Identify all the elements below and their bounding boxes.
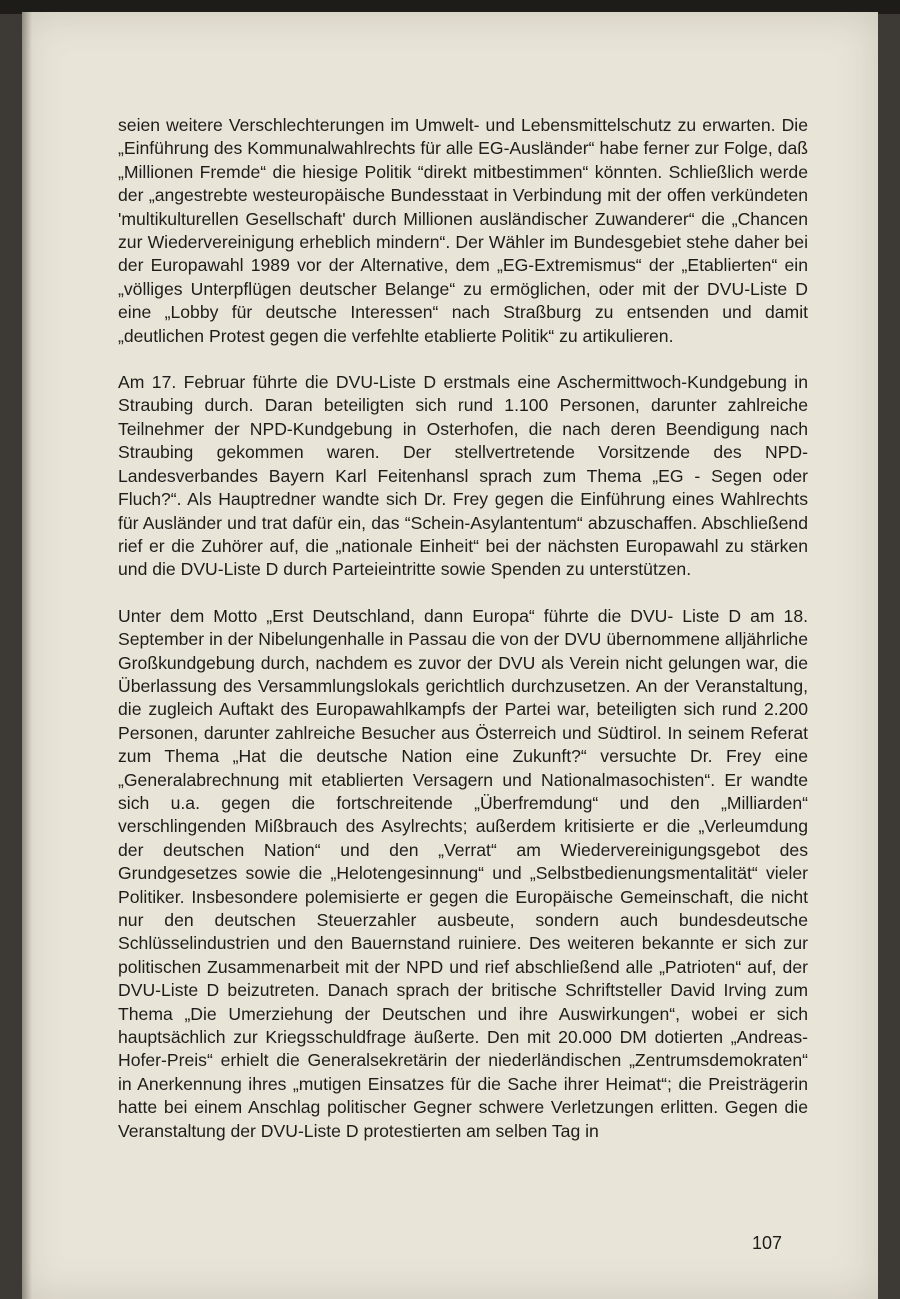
body-text	[118, 114, 808, 1166]
paragraph-2: Am 17. Februar führte die DVU-Liste D erstmals eine Aschermittwoch-Kundgebung in Straubing durch. Daran beteiligten sich rund 1.100 Personen, darunter zahlreiche Teilnehmer der NPD-Kundgebung in Osterhofen, die nach deren Beendigung nach Straubing gekommen waren. Der stellvertretende Vorsitzende des NPD-Landesverbandes Bayern Karl Feitenhansl sprach zum Thema „EG - Segen oder Fluch?“. Als Hauptredner wandte sich Dr. Frey gegen die Einführung eines Wahlrechts für Ausländer und trat dafür ein, das “Schein-Asylantentum“ abzuschaffen. Abschließend rief er die Zuhörer auf, die „nationale Einheit“ bei der nächsten Europawahl zu stärken und die DVU-Liste D durch Parteieintritte sowie Spenden zu unterstützen.	[118, 372, 808, 580]
paragraph-1: seien weitere Verschlechterungen im Umwelt- und Lebensmittelschutz zu erwarten. Die „Einführung des Kommunalwahlrechts für alle EG-Ausländer“ habe ferner zur Folge, daß „Millionen Fremde“ die hiesige Politik “direkt mitbestimmen“ könnten. Schließlich werde der „angestrebte westeuropäische Bundesstaat in Verbindung mit der offen verkündeten 'multikulturellen Gesellschaft' durch Millionen ausländischer Zuwanderer“ die „Chancen zur Wiedervereinigung erheblich mindern“. Der Wähler im Bundesgebiet stehe daher bei der Europawahl 1989 vor der Alternative, dem „EG-Extremismus“ der „Etablierten“ ein „völliges Unterpflügen deutscher Belange“ zu ermöglichen, oder mit der DVU-Liste D eine „Lobby für deutsche Interessen“ nach Straßburg zu entsenden und damit „deutlichen Protest gegen die verfehlte etablierte Politik“ zu artikulieren.	[118, 115, 808, 346]
page-number: 107	[752, 1233, 783, 1253]
paragraph-3: Unter dem Motto „Erst Deutschland, dann Europa“ führte die DVU- Liste D am 18. September in der Nibelungenhalle in Passau die von der DVU übernommene alljährliche Großkundgebung durch, nachdem es zuvor der DVU als Verein nicht gelungen war, die Überlassung des Versammlungslokals gerichtlich durchzusetzen. An der Veranstaltung, die zugleich Auftakt des Europawahlkampfs der Partei war, beteiligten sich rund 2.200 Personen, darunter zahlreiche Besucher aus Österreich und Südtirol. In seinem Referat zum Thema „Hat die deutsche Nation eine Zukunft?“ versuchte Dr. Frey eine „Generalabrechnung mit etablierten Versagern und Nationalmasochisten“. Er wandte sich u.a. gegen die fortschreitende „Überfremdung“ und den „Milliarden“ verschlingenden Mißbrauch des Asylrechts; außerdem kritisierte er die „Verleumdung der deutschen Nation“ und den „Verrat“ am Wiedervereinigungsgebot des Grundgesetzes sowie die „Helotengesinnung“ und „Selbstbedienungsmentalität“ vieler Politiker. Insbesondere polemisierte er gegen die Europäische Gemeinschaft, die nicht nur den deutschen Steuerzahler ausbeute, sondern auch bundesdeutsche Schlüsselindustrien und den Bauernstand ruiniere. Des weiteren bekannte er sich zur politischen Zusammenarbeit mit der NPD und rief abschließend alle „Patrioten“ auf, der DVU-Liste D beizutreten. Danach sprach der britische Schriftsteller David Irving zum Thema „Die Umerziehung der Deutschen und ihre Auswirkungen“, wobei er sich hauptsächlich zur Kriegsschuldfrage äußerte. Den mit 20.000 DM dotierten „Andreas-Hofer-Preis“ erhielt die Generalsekretärin der niederländischen „Zentrumsdemokraten“ in Anerkennung ihres „mutigen Einsatzes für die Sache ihrer Heimat“; die Preisträgerin hatte bei einem Anschlag politischer Gegner schwere Verletzungen erlitten. Gegen die Veranstaltung der DVU-Liste D protestierten am selben Tag in	[118, 605, 808, 1141]
page-binding-shadow	[22, 12, 32, 1299]
